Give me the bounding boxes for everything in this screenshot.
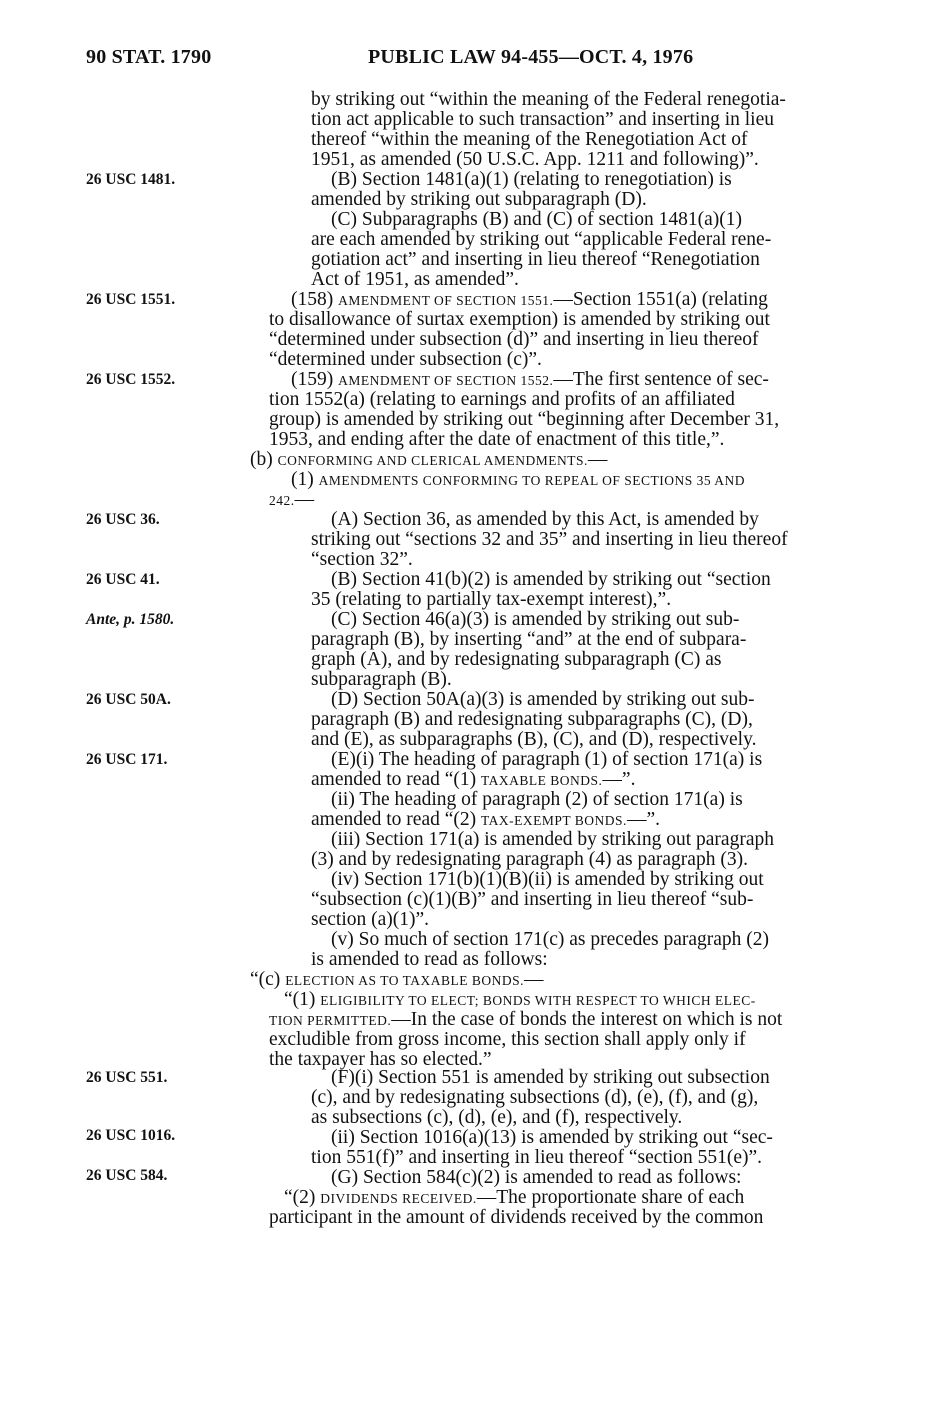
text-line: (3) and by redesignating paragraph (4) as paragraph (3).	[311, 849, 748, 870]
text-line: tion act applicable to such transaction” and inserting in lieu	[311, 109, 774, 130]
text-line: section (a)(1)”.	[311, 909, 430, 930]
paragraph-1-heading: (1) AMENDMENTS CONFORMING TO REPEAL OF SECTIONS 35 AND	[291, 469, 746, 490]
text-line: amended by striking out subparagraph (D).	[311, 189, 647, 210]
text-line: “determined under subsection (d)” and inserting in lieu thereof	[269, 329, 759, 350]
text-line: (G) Section 584(c)(2) is amended to read as follows:	[331, 1167, 742, 1188]
text-line: participant in the amount of dividends received by the common	[269, 1207, 764, 1228]
text-line: are each amended by striking out “applicable Federal rene-	[311, 229, 772, 250]
quoted-paragraph-heading: “(1) ELIGIBILITY TO ELECT; BONDS WITH RESPECT TO WHICH ELEC-	[284, 989, 756, 1010]
text-line: (A) Section 36, as amended by this Act, is amended by	[331, 509, 759, 530]
text-line: (iii) Section 171(a) is amended by striking out paragraph	[331, 829, 774, 850]
page-title-header: PUBLIC LAW 94-455—OCT. 4, 1976	[368, 46, 694, 68]
margin-note: 26 USC 171.	[86, 751, 168, 768]
text-line: by striking out “within the meaning of the Federal renegotia-	[311, 89, 786, 110]
text-line: thereof “within the meaning of the Renegotiation Act of	[311, 129, 748, 150]
text-line: amended to read “(2) TAX-EXEMPT BONDS.—”.	[311, 809, 660, 830]
text-line: (iv) Section 171(b)(1)(B)(ii) is amended by striking out	[331, 869, 764, 890]
text-line: tion 1552(a) (relating to earnings and profits of an affiliated	[269, 389, 735, 410]
text-line: (B) Section 1481(a)(1) (relating to renegotiation) is	[331, 169, 732, 190]
margin-note: 26 USC 41.	[86, 571, 160, 588]
text-line: as subsections (c), (d), (e), and (f), respectively.	[311, 1107, 683, 1128]
margin-note: 26 USC 1552.	[86, 371, 176, 388]
text-line: (B) Section 41(b)(2) is amended by striking out “section	[331, 569, 771, 590]
text-line: subparagraph (B).	[311, 669, 452, 690]
text-line: 242.—	[269, 489, 315, 510]
text-line: “section 32”.	[311, 549, 413, 570]
text-line: tion 551(f)” and inserting in lieu thereof “section 551(e)”.	[311, 1147, 763, 1168]
text-line: (ii) The heading of paragraph (2) of section 171(a) is	[331, 789, 743, 810]
text-line: (E)(i) The heading of paragraph (1) of section 171(a) is	[331, 749, 763, 770]
margin-note: 26 USC 1481.	[86, 171, 176, 188]
text-line: (F)(i) Section 551 is amended by striking out subsection	[331, 1067, 770, 1088]
margin-note: 26 USC 1551.	[86, 291, 176, 308]
text-line: excludible from gross income, this section shall apply only if	[269, 1029, 746, 1050]
text-line: group) is amended by striking out “beginning after December 31,	[269, 409, 780, 430]
text-line: “determined under subsection (c)”.	[269, 349, 542, 370]
margin-note: 26 USC 36.	[86, 511, 160, 528]
margin-note: 26 USC 584.	[86, 1167, 168, 1184]
quoted-subsection-heading: “(c) ELECTION AS TO TAXABLE BONDS.—	[250, 969, 544, 990]
text-line: (ii) Section 1016(a)(13) is amended by striking out “sec-	[331, 1127, 773, 1148]
text-line: Act of 1951, as amended”.	[311, 269, 519, 290]
text-line: paragraph (B) and redesignating subparagraphs (C), (D),	[311, 709, 753, 730]
text-line: (C) Subparagraphs (B) and (C) of section 1481(a)(1)	[331, 209, 743, 230]
margin-note: 26 USC 50A.	[86, 691, 171, 708]
text-line: (D) Section 50A(a)(3) is amended by striking out sub-	[331, 689, 755, 710]
text-line: 1951, as amended (50 U.S.C. App. 1211 and following)”.	[311, 149, 759, 170]
text-line: to disallowance of surtax exemption) is amended by striking out	[269, 309, 770, 330]
quoted-paragraph-heading: “(2) DIVIDENDS RECEIVED.—The proportionate share of each	[284, 1187, 745, 1208]
paragraph-159-heading: (159) AMENDMENT OF SECTION 1552.—The first sentence of sec-	[291, 369, 769, 390]
text-line: (v) So much of section 171(c) as precedes paragraph (2)	[331, 929, 770, 950]
margin-note: 26 USC 1016.	[86, 1127, 176, 1144]
text-line: gotiation act” and inserting in lieu thereof “Renegotiation	[311, 249, 760, 270]
text-line: and (E), as subparagraphs (B), (C), and (D), respectively.	[311, 729, 757, 750]
text-line: graph (A), and by redesignating subparagraph (C) as	[311, 649, 722, 670]
text-line: “subsection (c)(1)(B)” and inserting in lieu thereof “sub-	[311, 889, 754, 910]
paragraph-158-heading: (158) AMENDMENT OF SECTION 1551.—Section 1551(a) (relating	[291, 289, 768, 310]
text-line: (C) Section 46(a)(3) is amended by striking out sub-	[331, 609, 740, 630]
text-line: striking out “sections 32 and 35” and inserting in lieu thereof	[311, 529, 788, 550]
margin-note: Ante, p. 1580.	[86, 611, 175, 628]
text-line: 35 (relating to partially tax-exempt interest),”.	[311, 589, 672, 610]
page-number-header: 90 STAT. 1790	[86, 46, 212, 68]
text-line: amended to read “(1) TAXABLE BONDS.—”.	[311, 769, 636, 790]
text-line: 1953, and ending after the date of enactment of this title,”.	[269, 429, 725, 450]
margin-note: 26 USC 551.	[86, 1069, 168, 1086]
subsection-b-heading: (b) CONFORMING AND CLERICAL AMENDMENTS.—	[250, 449, 608, 470]
text-line: TION PERMITTED.—In the case of bonds the interest on which is not	[269, 1009, 783, 1030]
text-line: paragraph (B), by inserting “and” at the end of subpara-	[311, 629, 747, 650]
text-line: the taxpayer has so elected.”	[269, 1049, 492, 1070]
text-line: (c), and by redesignating subsections (d), (e), (f), and (g),	[311, 1087, 759, 1108]
text-line: is amended to read as follows:	[311, 949, 548, 970]
